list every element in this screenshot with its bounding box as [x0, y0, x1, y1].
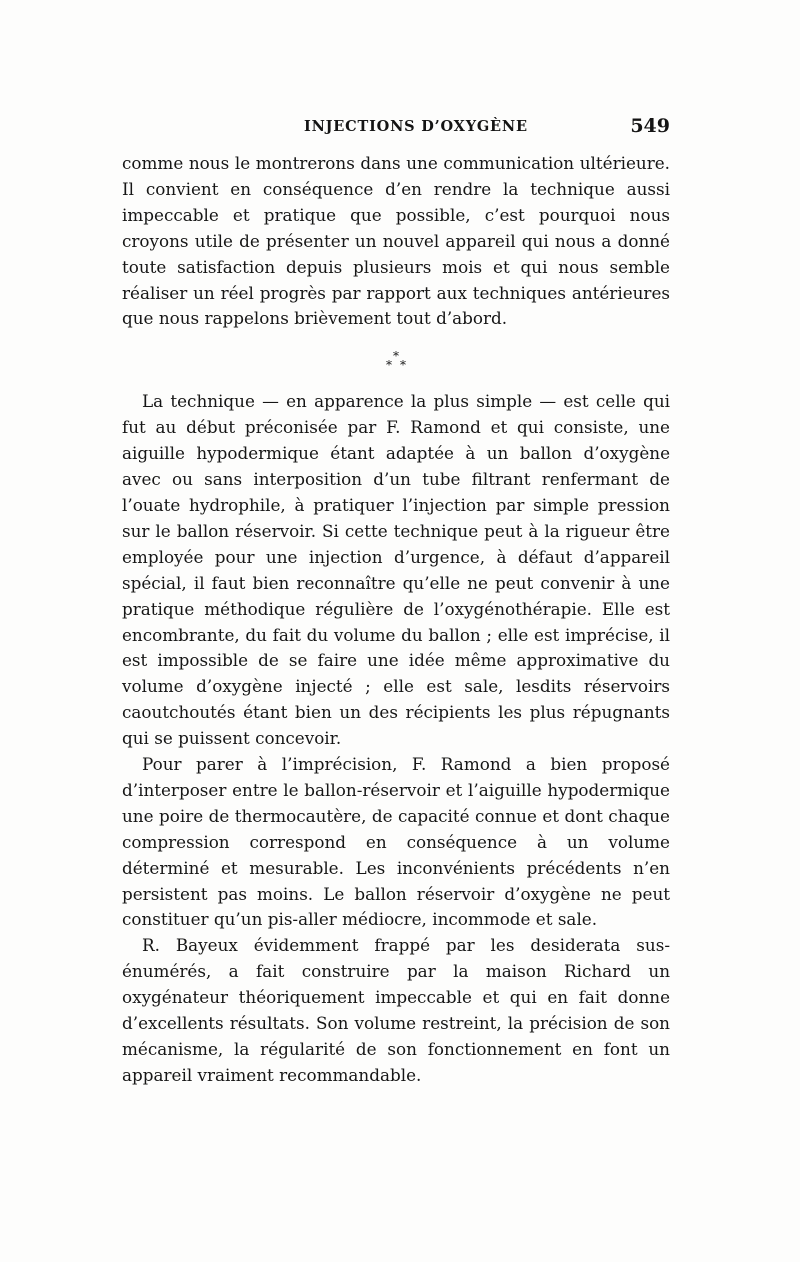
paragraph-1: comme nous le montrerons dans une communication ultérieure. Il convient en conséquence d’en rendre la technique aussi impeccable et pratique que possible, c’est pourquoi nous croyons utile de présenter un nouvel appareil qui nous a donné toute satisfaction depuis plusieurs mois et qui nous semble réaliser un réel progrès par rapport aux techniques antérieures que nous rappelons brièvement tout d’abord. [122, 153, 670, 329]
asterism-star-right: * [400, 358, 406, 373]
asterism-separator [122, 332, 670, 389]
asterism-icon [386, 350, 410, 374]
running-title: INJECTIONS D’OXYGÈNE [304, 118, 528, 135]
running-header [122, 115, 670, 142]
asterism-star-left: * [386, 358, 392, 373]
paragraph-4: R. Bayeux évidemment frappé par les desiderata sus-énumérés, a fait construire par la maison Richard un oxygénateur théoriquement impeccable et qui en fait donne d’excellents résultats. Son volume restreint, la précision de son mécanisme, la régularité de son fonctionnement en font un appareil vraiment recommandable. [122, 935, 670, 1085]
paragraph-3: Pour parer à l’imprécision, F. Ramond a bien proposé d’interposer entre le ballon-réservoir et l’aiguille hypodermique une poire de thermocautère, de capacité connue et dont chaque compression correspond en conséquence à un volume déterminé et mesurable. Les inconvénients précédents n’en persistent pas moins. Le ballon réservoir d’oxygène ne peut constituer qu’un pis-aller médiocre, incommode et sale. [122, 754, 670, 930]
asterism-star-top: * [393, 349, 399, 364]
paragraph-2: La technique — en apparence la plus simple — est celle qui fut au début préconisée par F. Ramond et qui consiste, une aiguille hypodermique étant adaptée à un ballon d’oxygène avec ou sans interposition d’un tube filtrant renfermant de l’ouate hydrophile, à pratiquer l’injection par simple pression sur le ballon réservoir. Si cette technique peut à la rigueur être employée pour une injection d’urgence, à défaut d’appareil spécial, il faut bien reconnaître qu’elle ne peut convenir à une pratique méthodique régulière de l’oxygénothérapie. Elle est encombrante, du fait du volume du ballon ; elle est imprécise, il est impossible de se faire une idée même approximative du volume d’oxygène injecté ; elle est sale, lesdits réservoirs caoutchoutés étant bien un des récipients les plus répugnants qui se puissent concevoir. [122, 391, 670, 749]
page-number: 549 [630, 115, 670, 137]
body-text [122, 151, 670, 1089]
